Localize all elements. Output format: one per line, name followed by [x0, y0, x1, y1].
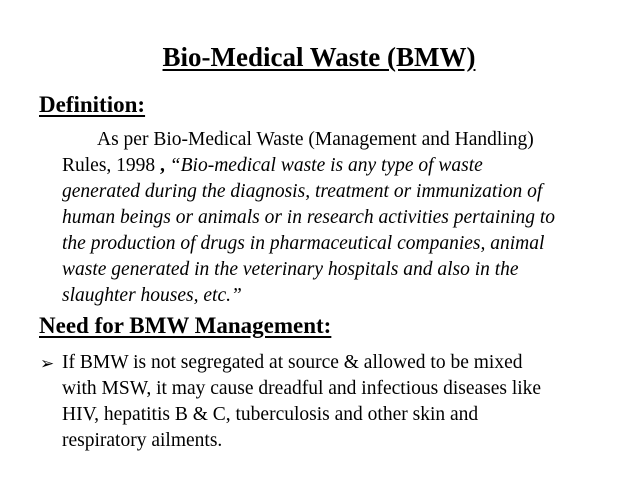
need-line-3: HIV, hepatitis B & C, tuberculosis and other skin and [62, 404, 479, 425]
definition-heading: Definition: [39, 92, 146, 117]
definition-line-7: slaughter houses, etc.” [62, 285, 242, 306]
definition-line-6: waste generated in the veterinary hospitals and also in the [62, 259, 519, 280]
definition-quote-start: “Bio-medical waste is any type of waste [169, 155, 483, 176]
slide-title: Bio-Medical Waste (BMW) [162, 42, 476, 72]
need-line-2: with MSW, it may cause dreadful and infectious diseases like [62, 378, 542, 399]
definition-line-1: As per Bio-Medical Waste (Management and Handling) [97, 129, 534, 150]
definition-comma: , [160, 155, 170, 176]
need-heading: Need for BMW Management: [39, 313, 332, 338]
definition-line-5: the production of drugs in pharmaceutical companies, animal [62, 233, 545, 254]
definition-line-2 [62, 153, 483, 179]
definition-line-4: human beings or animals or in research activities pertaining to [62, 207, 556, 228]
need-line-1: If BMW is not segregated at source & allowed to be mixed [62, 352, 523, 373]
definition-rules-text: Rules, 1998 [62, 155, 161, 176]
arrow-bullet-icon: ➢ [40, 354, 55, 373]
definition-line-3: generated during the diagnosis, treatment or immunization of [62, 181, 543, 202]
need-line-4: respiratory ailments. [62, 430, 223, 451]
